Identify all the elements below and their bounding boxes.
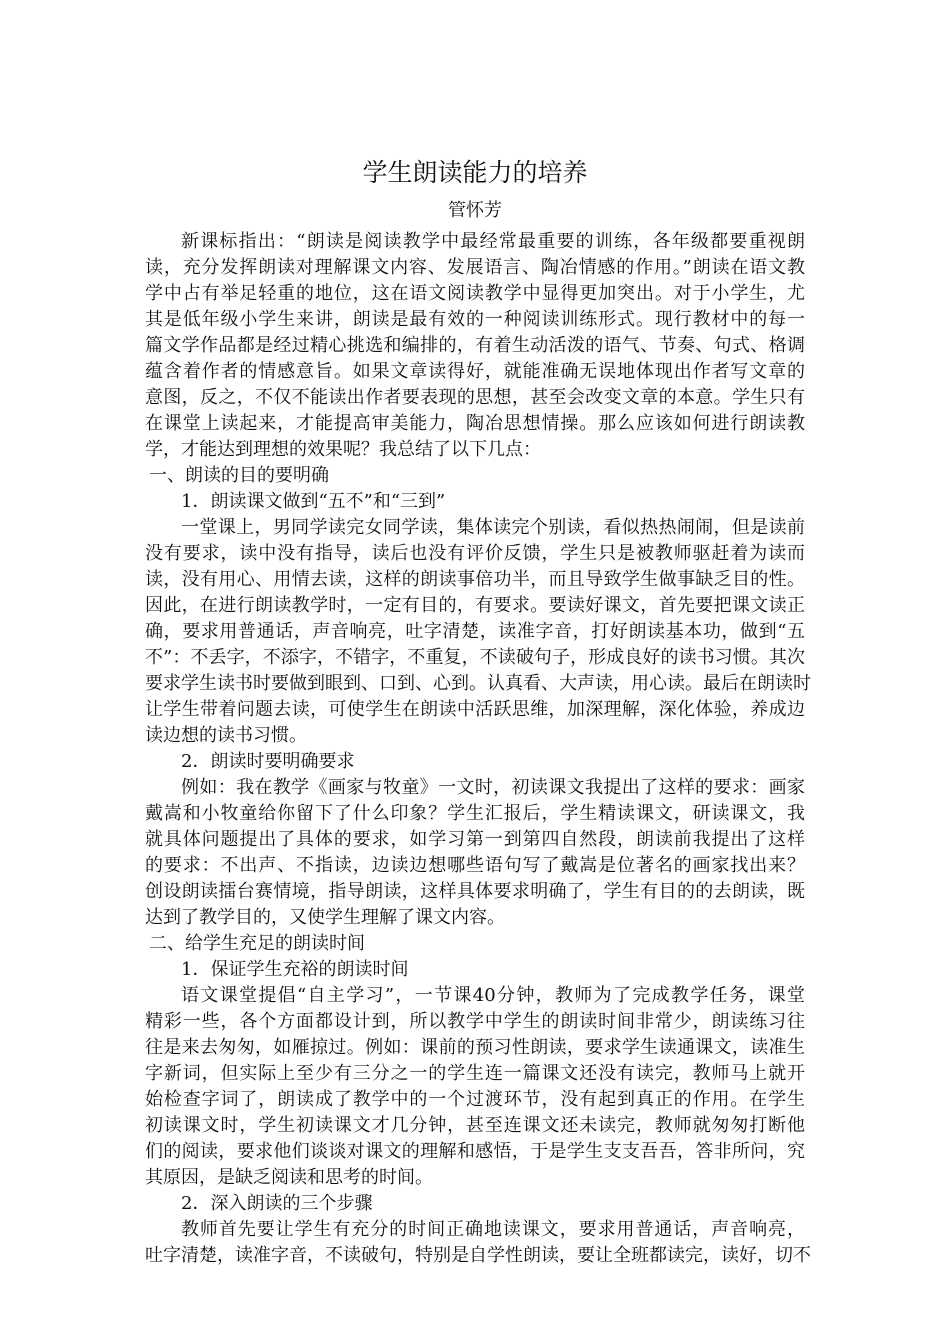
paragraph-line: 蕴含着作者的情感意旨。如果文章读得好，就能准确无误地体现出作者写文章的 [145, 361, 805, 382]
subsection-heading: 1．朗读课文做到“五不”和“三到” [181, 491, 446, 512]
document-title: 学生朗读能力的培养 [362, 158, 588, 187]
paragraph-line: 精彩一些，各个方面都设计到，所以教学中学生的朗读时间非常少，朗读练习往 [145, 1011, 805, 1032]
paragraph-line: 就具体问题提出了具体的要求，如学习第一到第四自然段，朗读前我提出了这样 [145, 829, 805, 850]
paragraph-line: 在课堂上读起来，才能提高审美能力，陶冶思想情操。那么应该如何进行朗读教 [145, 413, 805, 434]
paragraph-line: 一堂课上，男同学读完女同学读，集体读完个别读，看似热热闹闹，但是读前 [181, 517, 805, 538]
paragraph-line: 不”：不丢字，不添字，不错字，不重复，不读破句子，形成良好的读书习惯。其次 [145, 647, 805, 668]
paragraph-line: 例如：我在教学《画家与牧童》一文时，初读课文我提出了这样的要求：画家 [181, 777, 805, 798]
paragraph-line: 往是来去匆匆，如雁掠过。例如：课前的预习性朗读，要求学生读通课文，读准生 [145, 1037, 805, 1058]
paragraph-line: 学，才能达到理想的效果呢？我总结了以下几点： [145, 439, 541, 460]
paragraph-line: 要求学生读书时要做到眼到、口到、心到。认真看、大声读，用心读。最后在朗读时 [145, 673, 811, 694]
paragraph-line: 初读课文时，学生初读课文才几分钟，甚至连课文还未读完，教师就匆匆打断他 [145, 1115, 805, 1136]
paragraph-line: 读，充分发挥朗读对理解课文内容、发展语言、陶冶情感的作用。”朗读在语文教 [145, 257, 805, 278]
paragraph-line: 新课标指出：“朗读是阅读教学中最经常最重要的训练，各年级都要重视朗 [181, 231, 805, 252]
subsection-heading: 2．朗读时要明确要求 [181, 751, 355, 772]
paragraph-line: 其原因，是缺乏阅读和思考的时间。 [145, 1167, 433, 1188]
paragraph-line: 篇文学作品都是经过精心挑选和编排的，有着生动活泼的语气、节奏、句式、格调 [145, 335, 805, 356]
paragraph-line: 语文课堂提倡“自主学习”，一节课40分钟，教师为了完成教学任务，课堂 [181, 985, 805, 1006]
paragraph-line: 读边想的读书习惯。 [145, 725, 307, 746]
paragraph-line: 因此，在进行朗读教学时，一定有目的，有要求。要读好课文，首先要把课文读正 [145, 595, 805, 616]
paragraph-line: 让学生带着问题去读，可使学生在朗读中活跃思维，加深理解，深化体验，养成边 [145, 699, 805, 720]
paragraph-line: 达到了教学目的，又使学生理解了课文内容。 [145, 907, 505, 928]
paragraph-line: 们的阅读，要求他们谈谈对课文的理解和感悟，于是学生支支吾吾，答非所问，究 [145, 1141, 805, 1162]
paragraph-line: 始检查字词了，朗读成了教学中的一个过渡环节，没有起到真正的作用。在学生 [145, 1089, 805, 1110]
paragraph-line: 戴嵩和小牧童给你留下了什么印象？学生汇报后，学生精读课文，研读课文，我 [145, 803, 805, 824]
paragraph-line: 吐字清楚，读准字音，不读破句，特别是自学性朗读，要让全班都读完，读好，切不 [145, 1245, 811, 1266]
subsection-heading: 2．深入朗读的三个步骤 [181, 1193, 373, 1214]
section-heading: 二、给学生充足的朗读时间 [149, 933, 365, 954]
paragraph-line: 意图，反之，不仅不能读出作者要表现的思想，甚至会改变文章的本意。学生只有 [145, 387, 805, 408]
paragraph-line: 确，要求用普通话，声音响亮，吐字清楚，读准字音，打好朗读基本功，做到“五 [145, 621, 805, 642]
paragraph-line: 没有要求，读中没有指导，读后也没有评价反馈，学生只是被教师驱赶着为读而 [145, 543, 805, 564]
paragraph-line: 教师首先要让学生有充分的时间正确地读课文，要求用普通话，声音响亮， [181, 1219, 805, 1240]
paragraph-line: 读，没有用心、用情去读，这样的朗读事倍功半，而且导致学生做事缺乏目的性。 [145, 569, 805, 590]
paragraph-line: 字新词，但实际上至少有三分之一的学生连一篇课文还没有读完，教师马上就开 [145, 1063, 805, 1084]
paragraph-line: 创设朗读擂台赛情境，指导朗读，这样具体要求明确了，学生有目的的去朗读，既 [145, 881, 805, 902]
author-name: 管怀芳 [448, 200, 502, 221]
paragraph-line: 学中占有举足轻重的地位，这在语文阅读教学中显得更加突出。对于小学生，尤 [145, 283, 805, 304]
paragraph-line: 的要求：不出声、不指读，边读边想哪些语句写了戴嵩是位著名的画家找出来？ [145, 855, 805, 876]
subsection-heading: 1．保证学生充裕的朗读时间 [181, 959, 409, 980]
paragraph-line: 其是低年级小学生来讲，朗读是最有效的一种阅读训练形式。现行教材中的每一 [145, 309, 805, 330]
section-heading: 一、朗读的目的要明确 [149, 465, 329, 486]
